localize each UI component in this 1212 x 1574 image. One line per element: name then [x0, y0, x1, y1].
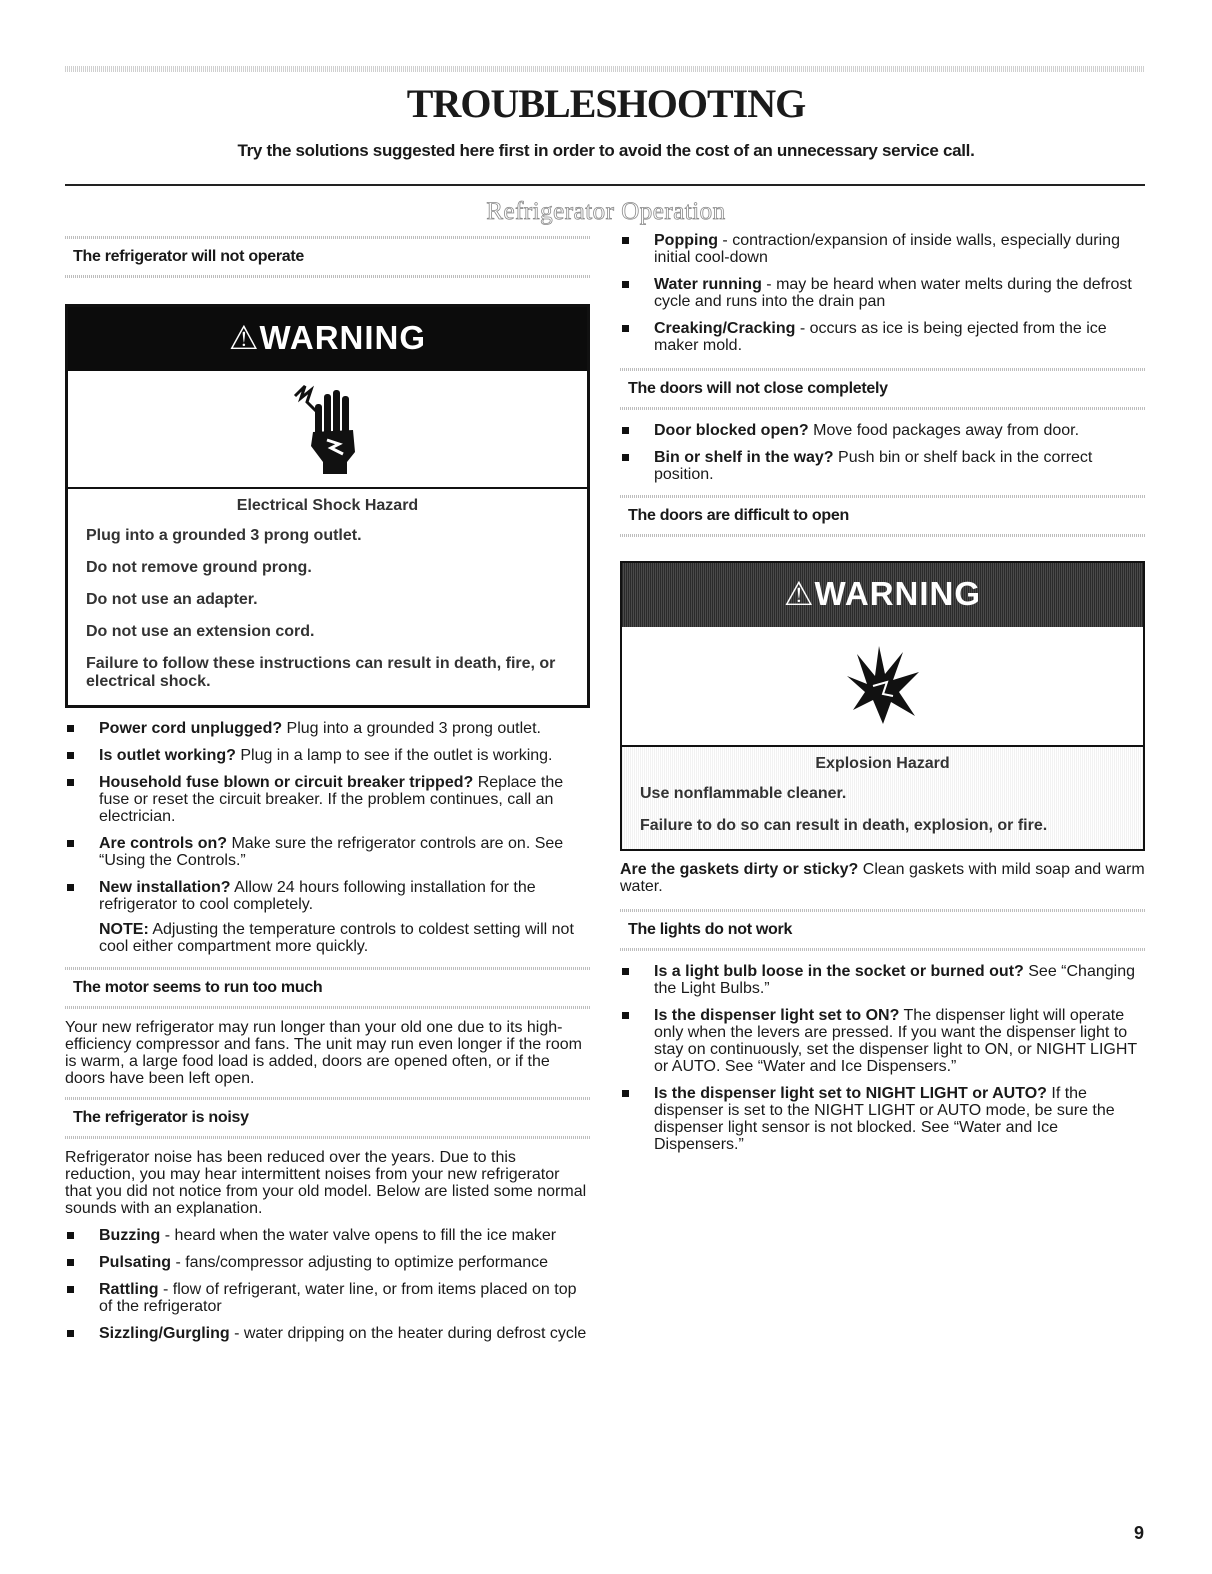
bullet-square-icon: [67, 725, 74, 732]
warning-line: Failure to do so can result in death, explosion, or fire.: [640, 817, 1048, 834]
electrical-shock-hand-icon: [68, 371, 587, 489]
warning-body: [622, 747, 1143, 849]
warning-line: Plug into a grounded 3 prong outlet.: [86, 527, 362, 544]
list-item: Is outlet working? Plug in a lamp to see if the outlet is working.: [65, 747, 590, 764]
warning-label: WARNING: [259, 319, 427, 356]
warning-line: Do not use an adapter.: [86, 591, 258, 608]
bullet-square-icon: [67, 840, 74, 847]
header-rule: [65, 184, 1145, 186]
note: NOTE: Adjusting the temperature controls to coldest setting will not cool either compartment more quickly.: [99, 921, 574, 955]
subheading-noisy: The refrigerator is noisy: [65, 1097, 590, 1139]
bullet-square-icon: [67, 1330, 74, 1337]
bullet-square-icon: [622, 237, 629, 244]
bullet-square-icon: [622, 325, 629, 332]
list-item: Power cord unplugged? Plug into a grounded 3 prong outlet.: [65, 720, 590, 737]
list-item: Is the dispenser light set to ON? The dispenser light will operate only when the levers are pressed. If you want the dispenser light to stay on continuously, set the dispenser light to ON, or NIGHT LIGHT or AUTO. See “Water and Ice Dispensers.”: [620, 1007, 1145, 1075]
section-title: Refrigerator Operation: [486, 198, 726, 225]
hazard-name: Electrical Shock Hazard: [236, 497, 419, 514]
hazard-name: Explosion Hazard: [815, 755, 950, 772]
warning-box-explosion: [620, 561, 1145, 851]
bullet-square-icon: [67, 1286, 74, 1293]
noisy-paragraph: Refrigerator noise has been reduced over the years. Due to this reduction, you may hear intermittent noises from your new refrigerator that you did not notice from your old model. Below are listed some normal sounds with an explanation.: [65, 1149, 587, 1217]
list-item: Household fuse blown or circuit breaker tripped? Replace the fuse or reset the circuit breaker. If the problem continues, call an electrician.: [65, 774, 590, 825]
list-item: Is a light bulb loose in the socket or burned out? See “Changing the Light Bulbs.”: [620, 963, 1145, 997]
warning-line: Do not remove ground prong.: [86, 559, 312, 576]
list-item: Is the dispenser light set to NIGHT LIGHT or AUTO? If the dispenser is set to the NIGHT LIGHT or AUTO mode, be sure the dispenser light sensor is not blocked. See “Water and Ice Dispensers.”: [620, 1085, 1145, 1153]
list-item: Bin or shelf in the way? Push bin or shelf back in the correct position.: [620, 449, 1145, 483]
list-item: Are controls on? Make sure the refrigerator controls are on. See “Using the Controls.”: [65, 835, 590, 869]
page-title: TROUBLESHOOTING: [406, 81, 806, 126]
subheading-lights: The lights do not work: [620, 909, 1145, 951]
list-item: Pulsating - fans/compressor adjusting to optimize performance: [65, 1254, 590, 1271]
list-item: Buzzing - heard when the water valve opens to fill the ice maker: [65, 1227, 590, 1244]
bullet-square-icon: [622, 1012, 629, 1019]
page-subtitle: Try the solutions suggested here first in order to avoid the cost of an unnecessary service call.: [237, 141, 975, 160]
noise-list: [65, 1227, 590, 1342]
list-item: New installation? Allow 24 hours following installation for the refrigerator to cool completely.: [65, 879, 590, 913]
bullet-square-icon: [622, 1090, 629, 1097]
page-number: 9: [1134, 1523, 1145, 1543]
warning-body: [68, 489, 587, 705]
warning-line: Use nonflammable cleaner.: [640, 785, 847, 802]
warning-box-electrical: [65, 304, 590, 708]
doors-close-list: [620, 422, 1145, 483]
not-operate-list: [65, 720, 590, 913]
subheading-doors-close: The doors will not close completely: [620, 368, 1145, 410]
warning-triangle-icon: ⚠: [783, 575, 815, 612]
list-item: Door blocked open? Move food packages away from door.: [620, 422, 1145, 439]
bullet-square-icon: [622, 454, 629, 461]
noise-list-continued: [620, 232, 1145, 354]
list-item: Popping - contraction/expansion of inside walls, especially during initial cool-down: [620, 232, 1145, 266]
lights-list: [620, 963, 1145, 1153]
subheading-motor: The motor seems to run too much: [65, 967, 590, 1009]
subheading-doors-open: The doors are difficult to open: [620, 495, 1145, 537]
warning-label: WARNING: [814, 575, 982, 612]
warning-line: Failure to follow these instructions can result in death, fire, or electrical shock.: [86, 655, 556, 690]
list-item: Sizzling/Gurgling - water dripping on the heater during defrost cycle: [65, 1325, 590, 1342]
warning-triangle-icon: ⚠: [228, 319, 260, 356]
bullet-square-icon: [622, 281, 629, 288]
explosion-hazard-icon: [622, 627, 1143, 747]
bullet-square-icon: [67, 752, 74, 759]
gaskets-paragraph: Are the gaskets dirty or sticky? Clean gaskets with mild soap and warm water.: [620, 861, 1145, 895]
list-item: Water running - may be heard when water melts during the defrost cycle and runs into the drain pan: [620, 276, 1145, 310]
bullet-square-icon: [67, 1232, 74, 1239]
bullet-square-icon: [622, 427, 629, 434]
motor-paragraph: Your new refrigerator may run longer than your old one due to its high-efficiency compressor and fans. The unit may run even longer if the room is warm, a large food load is added, doors are opened often, or if the doors have been left open.: [65, 1019, 583, 1087]
subheading-not-operate: The refrigerator will not operate: [65, 236, 590, 278]
warning-header: [68, 307, 587, 371]
warning-line: Do not use an extension cord.: [86, 623, 315, 640]
list-item: Rattling - flow of refrigerant, water line, or from items placed on top of the refrigerator: [65, 1281, 590, 1315]
bullet-square-icon: [67, 1259, 74, 1266]
bullet-square-icon: [622, 968, 629, 975]
list-item: Creaking/Cracking - occurs as ice is being ejected from the ice maker mold.: [620, 320, 1145, 354]
warning-header: [622, 563, 1143, 627]
left-column: [65, 236, 590, 1352]
bullet-square-icon: [67, 884, 74, 891]
right-column: [620, 232, 1145, 1163]
bullet-square-icon: [67, 779, 74, 786]
top-shaded-band: [65, 66, 1145, 72]
